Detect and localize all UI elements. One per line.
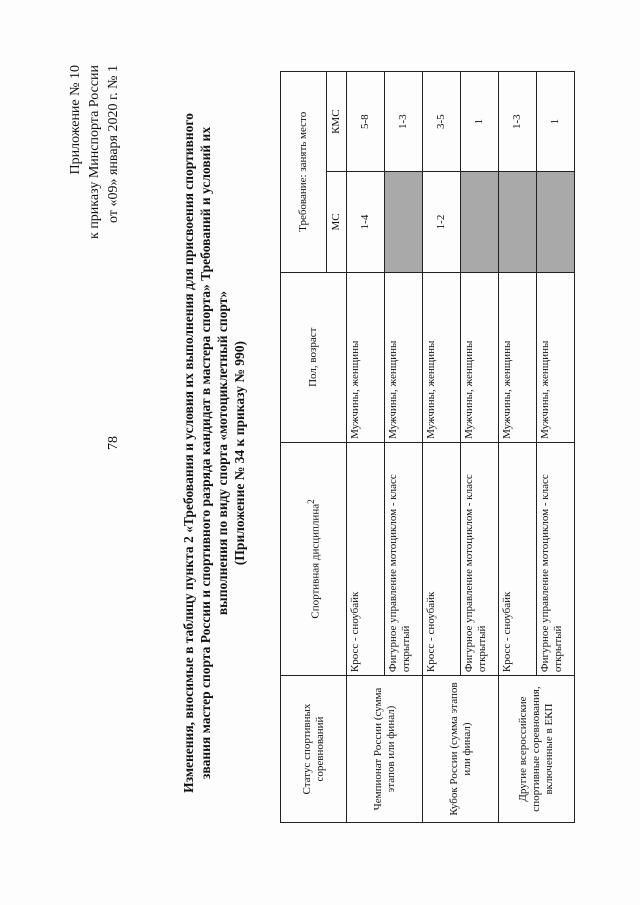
header-requirement: Требование: занять место xyxy=(281,71,327,272)
requirements-table xyxy=(280,71,575,823)
gender-cell: Мужчины, женщины xyxy=(461,272,499,442)
table-header-row xyxy=(281,71,327,822)
kms-cell: 1 xyxy=(461,71,499,171)
header-ms: МС xyxy=(327,171,347,271)
appendix-block xyxy=(66,65,123,239)
ms-cell: 1-4 xyxy=(347,171,385,271)
gender-cell: Мужчины, женщины xyxy=(499,272,537,442)
header-discipline: Спортивная дисциплина$^2$ xyxy=(281,442,347,675)
kms-cell: 1 xyxy=(537,71,575,171)
rotated-content xyxy=(60,53,580,853)
document-heading xyxy=(180,53,248,853)
header-status: Статус спортивных соревнований xyxy=(281,675,347,822)
appendix-line-2: к приказу Минспорта России xyxy=(87,64,102,239)
heading-line-1: Изменения, вносимые в таблицу пункта 2 «Требования и условия их выполнения для присвоения спортивного xyxy=(181,112,196,793)
page-number: 78 xyxy=(106,435,121,450)
header-kms: КМС xyxy=(327,71,347,171)
ms-cell-shaded xyxy=(385,171,423,271)
heading-line-3: выполнения по виду спорта «мотоциклетный спорт» xyxy=(215,290,230,615)
appendix-line-1: Приложение № 10 xyxy=(68,64,83,174)
heading-line-4: (Приложение № 34 к приказу № 990) xyxy=(232,340,247,565)
table-row xyxy=(499,71,537,822)
header-gender: Пол, возраст xyxy=(281,272,347,442)
discipline-cell: Фигурное управление мотоциклом - класс открытый xyxy=(537,442,575,675)
ms-cell: 1-2 xyxy=(423,171,461,271)
table-row xyxy=(423,71,461,822)
kms-cell: 3-5 xyxy=(423,71,461,171)
status-cell: Другие всероссийские спортивные соревнования, включенные в ЕКП xyxy=(499,675,575,822)
kms-cell: 5-8 xyxy=(347,71,385,171)
kms-cell: 1-3 xyxy=(385,71,423,171)
discipline-cell: Фигурное управление мотоциклом - класс открытый xyxy=(385,442,423,675)
gender-cell: Мужчины, женщины xyxy=(423,272,461,442)
discipline-cell: Кросс - сноубайк xyxy=(347,442,385,675)
status-cell: Кубок России (сумма этапов или финал) xyxy=(423,675,499,822)
discipline-cell: Фигурное управление мотоциклом - класс открытый xyxy=(461,442,499,675)
ms-cell-shaded xyxy=(499,171,537,271)
discipline-cell: Кросс - сноубайк xyxy=(499,442,537,675)
heading-line-2: звания мастер спорта России и спортивного разряда кандидат в мастера спорта» Требований и условий их xyxy=(198,126,213,779)
ms-cell-shaded xyxy=(461,171,499,271)
table-row xyxy=(347,71,385,822)
appendix-line-3: от «09» января 2020 г. № 1 xyxy=(106,64,121,223)
gender-cell: Мужчины, женщины xyxy=(385,272,423,442)
ms-cell-shaded xyxy=(537,171,575,271)
kms-cell: 1-3 xyxy=(499,71,537,171)
status-cell: Чемпионат России (сумма этапов или финал) xyxy=(347,675,423,822)
gender-cell: Мужчины, женщины xyxy=(347,272,385,442)
footnote-marker: 2 xyxy=(305,498,316,504)
discipline-cell: Кросс - сноубайк xyxy=(423,442,461,675)
gender-cell: Мужчины, женщины xyxy=(537,272,575,442)
